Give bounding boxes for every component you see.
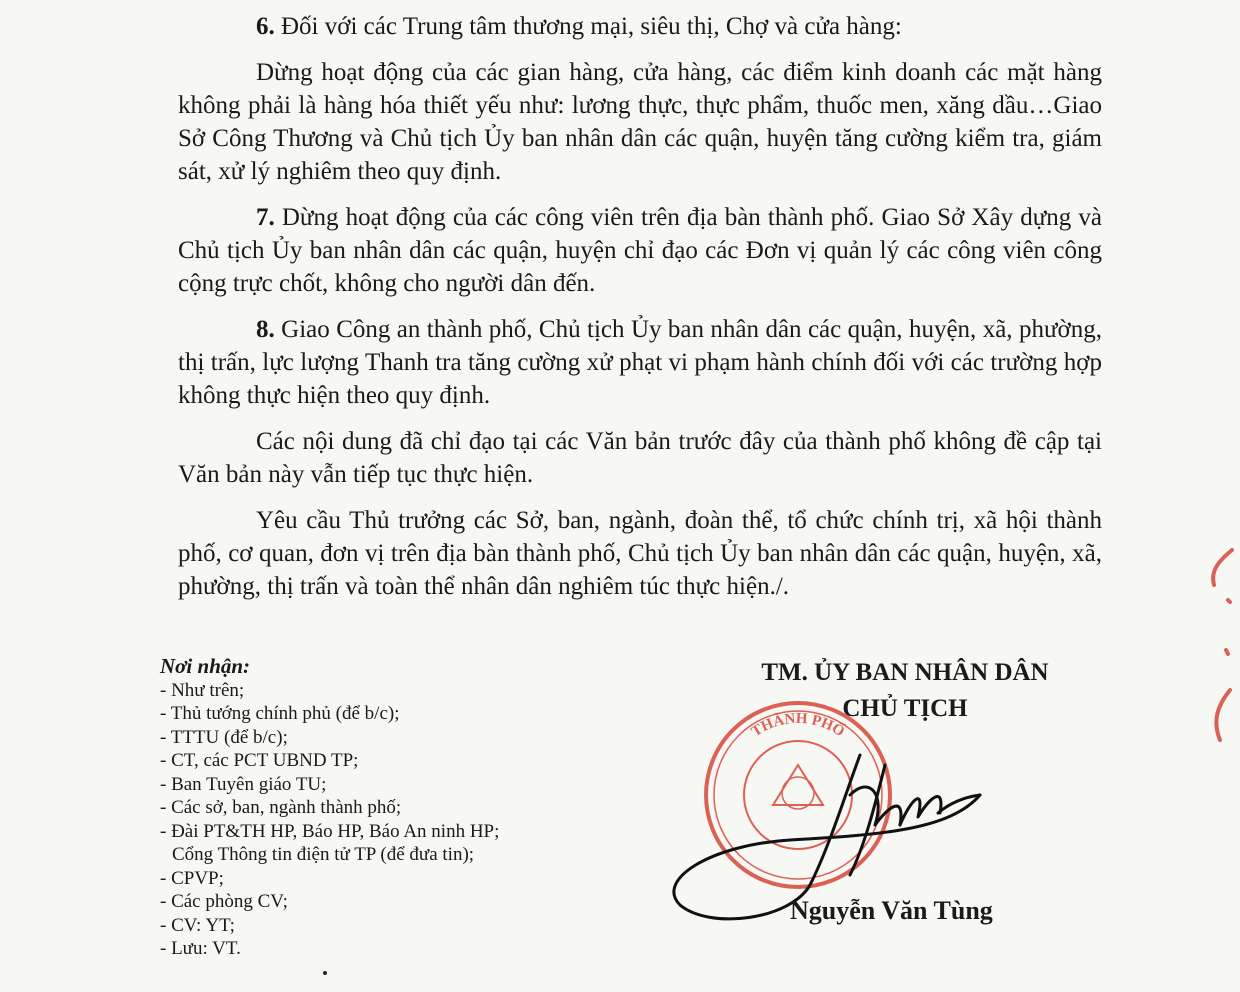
- section-8-text: Giao Công an thành phố, Chủ tịch Ủy ban nhân dân các quận, huyện, xã, phường, thị trấn, lực lượng Thanh tra tăng cường xử phạt vi phạm hành chính đối với các trường hợp không thực hiện theo quy định.: [178, 316, 1102, 409]
- recipients-title: Nơi nhận:: [160, 654, 251, 678]
- recipients-list: [160, 679, 630, 961]
- signer-role: CHỦ TỊCH: [842, 695, 968, 722]
- section-8-number: 8.: [256, 316, 275, 343]
- previous-directives-paragraph: Các nội dung đã chỉ đạo tại các Văn bản trước đây của thành phố không đề cập tại Văn bản này vẫn tiếp tục thực hiện.: [178, 428, 1102, 488]
- section-7-paragraph: [178, 201, 1102, 300]
- recipients-block: [160, 655, 630, 961]
- section-6-title: Đối với các Trung tâm thương mại, siêu thị, Chợ và cửa hàng:: [274, 13, 902, 40]
- recipient-item: - CV: YT;: [160, 914, 235, 936]
- recipient-item: - Như trên;: [160, 679, 245, 701]
- signer-name: Nguyễn Văn Tùng: [790, 896, 993, 925]
- section-7-number: 7.: [256, 204, 275, 231]
- document-body: [178, 10, 1102, 616]
- recipient-item: - Thủ tướng chính phủ (để b/c);: [160, 703, 400, 724]
- signing-organization: TM. ỦY BAN NHÂN DÂN: [761, 659, 1049, 686]
- recipient-item: - Các sở, ban, ngành thành phố;: [160, 797, 402, 818]
- stamp-text: THÀNH PHỐ: [748, 710, 848, 741]
- recipient-item: - TTTU (để b/c);: [160, 726, 288, 748]
- section-6-paragraph: Dừng hoạt động của các gian hàng, cửa hàng, các điểm kinh doanh các mặt hàng không phải là hàng hóa thiết yếu như: lương thực, thực phẩm, thuốc men, xăng dầu…Giao Sở Công Thương và Chủ tịch Ủy ban nhân dân các quận, huyện tăng cường kiểm tra, giám sát, xử lý nghiêm theo quy định.: [178, 59, 1102, 185]
- edge-stamp-fragment: [1200, 540, 1240, 760]
- section-8-paragraph: [178, 313, 1102, 412]
- recipient-item: Cổng Thông tin điện tử TP (để đưa tin);: [172, 844, 475, 865]
- request-paragraph: Yêu cầu Thủ trưởng các Sở, ban, ngành, đoàn thể, tổ chức chính trị, xã hội thành phố, cơ quan, đơn vị trên địa bàn thành phố, Chủ tịch Ủy ban nhân dân các quận, huyện, xã, phường, thị trấn và toàn thể nhân dân nghiêm túc thực hiện./.: [178, 507, 1102, 600]
- recipient-item: - CT, các PCT UBND TP;: [160, 750, 359, 771]
- recipient-item: - Lưu: VT.: [160, 938, 241, 959]
- section-6-heading: [178, 10, 1102, 43]
- recipient-item: - Các phòng CV;: [160, 891, 288, 912]
- recipient-item: - Ban Tuyên giáo TU;: [160, 773, 327, 795]
- scan-speck: [323, 971, 327, 975]
- section-7-text: Dừng hoạt động của các công viên trên địa bàn thành phố. Giao Sở Xây dựng và Chủ tịch Ủy ban nhân dân các quận, huyện chỉ đạo các Đơn vị quản lý các công viên công cộng trực chốt, không cho người dân đến.: [178, 204, 1102, 297]
- recipient-item: - Đài PT&TH HP, Báo HP, Báo An ninh HP;: [160, 820, 500, 842]
- recipient-item: - CPVP;: [160, 867, 224, 889]
- section-6-number: 6.: [256, 13, 275, 40]
